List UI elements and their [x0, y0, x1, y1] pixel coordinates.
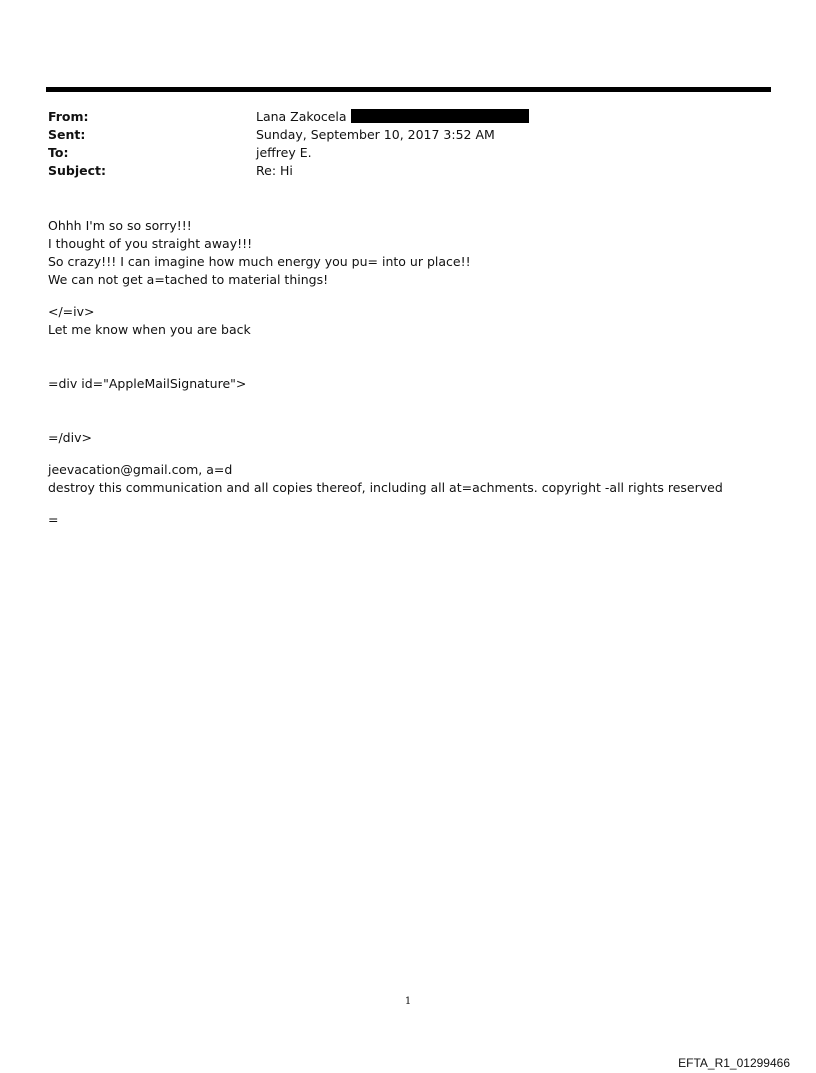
body-line: =div id="AppleMailSignature">	[48, 376, 247, 391]
sent-row	[48, 126, 748, 144]
from-row	[48, 108, 748, 126]
body-line: jeevacation@gmail.com, a=d	[48, 462, 233, 477]
page-number: 1	[404, 996, 412, 1007]
sender-name: Lana Zakocela	[256, 109, 347, 124]
body-line: </=iv>	[48, 304, 95, 319]
to-value: jeffrey E.	[256, 145, 312, 160]
from-value	[256, 108, 529, 126]
body-line: =	[48, 512, 59, 527]
subject-row	[48, 162, 748, 180]
sent-label: Sent:	[48, 127, 86, 142]
body-line: So crazy!!! I can imagine how much energy you pu= into ur place!!	[48, 254, 471, 269]
body-line: Ohhh I'm so so sorry!!!	[48, 218, 192, 233]
subject-label: Subject:	[48, 163, 106, 178]
disclaimer-line: destroy this communication and all copies thereof, including all at=achments. copyright -all rights reserved	[48, 480, 723, 495]
body-line: Let me know when you are back	[48, 322, 251, 337]
subject-value: Re: Hi	[256, 163, 293, 178]
email-header	[48, 108, 748, 180]
from-label: From:	[48, 109, 89, 124]
body-line: I thought of you straight away!!!	[48, 236, 253, 251]
email-body	[48, 217, 768, 529]
body-line: We can not get a=tached to material things!	[48, 272, 329, 287]
to-row	[48, 144, 748, 162]
redaction-block	[351, 109, 529, 123]
sent-value: Sunday, September 10, 2017 3:52 AM	[256, 127, 495, 142]
header-divider	[46, 87, 771, 92]
body-line: =/div>	[48, 430, 92, 445]
to-label: To:	[48, 145, 69, 160]
bates-number: EFTA_R1_01299466	[678, 1056, 790, 1070]
